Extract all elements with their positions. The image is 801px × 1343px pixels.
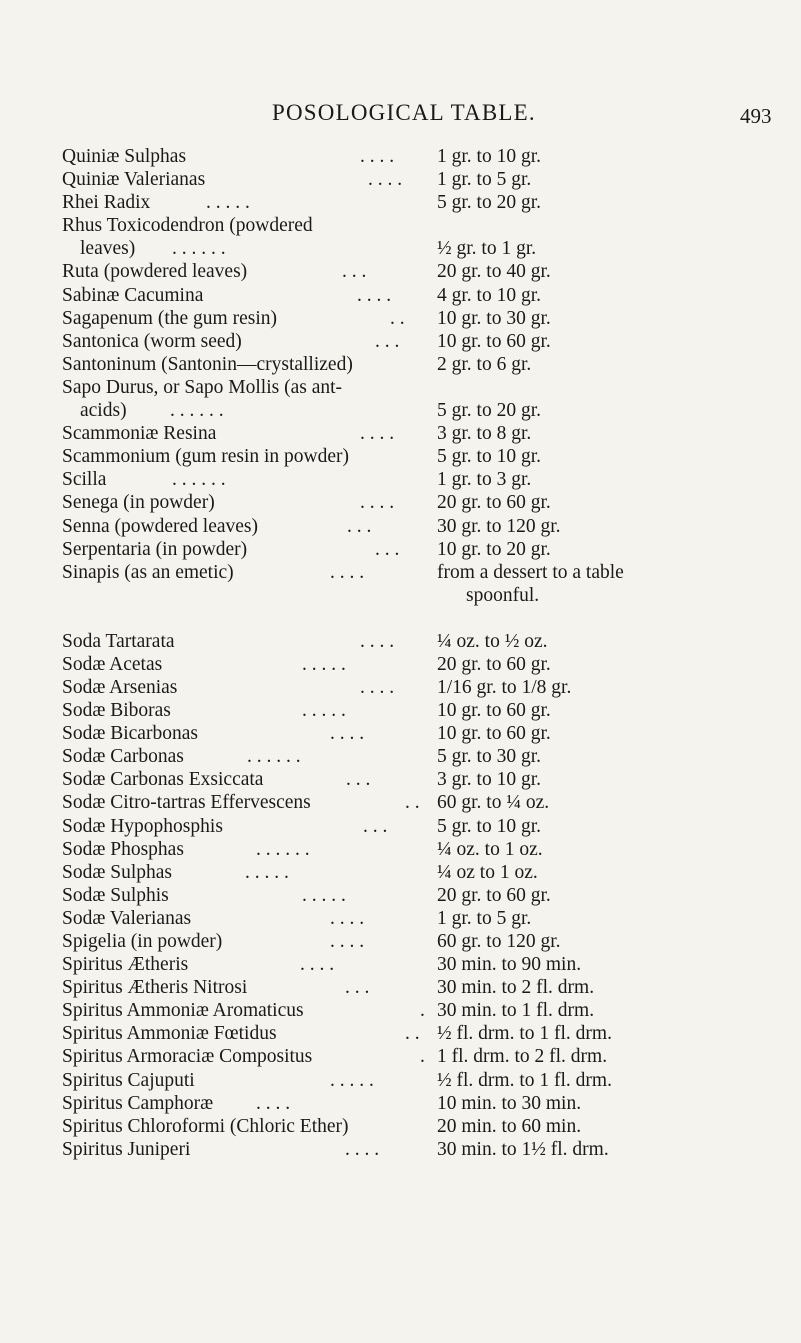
dose-continuation: spoonful. xyxy=(466,584,540,606)
dose-range: 1 gr. to 10 gr. xyxy=(437,146,542,167)
posological-table xyxy=(0,145,801,1161)
table-row xyxy=(0,260,801,283)
table-row xyxy=(0,630,801,653)
leader-dots: . . . . xyxy=(330,723,365,745)
drug-name: Sagapenum (the gum resin) xyxy=(62,307,277,329)
leader-dots: . . . . . . xyxy=(172,238,226,260)
drug-name: Spiritus Ammoniæ Fœtidus xyxy=(62,1023,277,1045)
drug-name: Santonica (worm seed) xyxy=(62,330,242,352)
table-row xyxy=(0,861,801,884)
leader-dots: . . . . . xyxy=(302,884,346,906)
dose-range: 5 gr. to 20 gr. xyxy=(437,192,542,214)
drug-name: Rhei Radix xyxy=(62,192,151,214)
leader-dots: . . . . xyxy=(300,954,335,976)
dose-range: 20 gr. to 40 gr. xyxy=(437,261,551,283)
leader-dots: . . xyxy=(390,307,405,329)
leader-dots: . . . . xyxy=(357,284,392,306)
dose-range: 20 gr. to 60 gr. xyxy=(437,653,551,675)
dose-range: 10 gr. to 20 gr. xyxy=(437,538,551,560)
drug-name: Scammonium (gum resin in powder) xyxy=(62,446,350,468)
drug-name: Spiritus Camphoræ xyxy=(62,1092,214,1114)
leader-dots: . . . . xyxy=(330,561,365,583)
dose-range: 5 gr. to 10 gr. xyxy=(437,815,542,837)
dose-range: 10 min. to 30 min. xyxy=(437,1092,582,1114)
drug-name: Sodæ Valerianas xyxy=(62,907,192,929)
table-row xyxy=(0,676,801,699)
drug-name: Sodæ Acetas xyxy=(62,653,163,675)
leader-dots: . . . . . xyxy=(245,861,289,883)
leader-dots: . . . xyxy=(347,515,372,537)
leader-dots: . . . . . xyxy=(302,700,346,722)
drug-name: Spiritus Cajuputi xyxy=(62,1069,195,1091)
drug-name: Soda Tartarata xyxy=(62,630,175,652)
dose-range: 30 min. to 1½ fl. drm. xyxy=(437,1138,609,1160)
dose-range: 3 gr. to 8 gr. xyxy=(437,423,532,445)
drug-name: Spiritus Juniperi xyxy=(62,1138,191,1160)
table-row xyxy=(0,515,801,538)
table-row xyxy=(0,468,801,491)
drug-name: Senna (powdered leaves) xyxy=(62,515,258,537)
page-number: 493 xyxy=(740,104,772,128)
table-row xyxy=(0,791,801,814)
table-row xyxy=(0,1115,801,1138)
drug-name: Spiritus Ætheris xyxy=(62,954,189,976)
leader-dots: . . . . xyxy=(330,907,365,929)
table-row xyxy=(0,399,801,422)
drug-name: Sodæ Citro-tartras Effervescens xyxy=(62,792,311,814)
dose-range: ½ gr. to 1 gr. xyxy=(437,238,537,260)
leader-dots: . . . . xyxy=(360,676,395,698)
table-row xyxy=(0,976,801,999)
dose-range: 1 gr. to 5 gr. xyxy=(437,907,532,929)
dose-range: 1/16 gr. to 1/8 gr. xyxy=(437,676,572,698)
dose-range: 2 gr. to 6 gr. xyxy=(437,353,532,375)
leader-dots: . . . . xyxy=(368,169,403,191)
dose-range: 60 gr. to ¼ oz. xyxy=(437,792,550,814)
table-row xyxy=(0,815,801,838)
table-row xyxy=(0,699,801,722)
drug-name: Sodæ Hypophosphis xyxy=(62,815,223,837)
drug-name: leaves) xyxy=(80,238,136,260)
drug-name: Rhus Toxicodendron (powdered xyxy=(62,215,313,237)
drug-name: Scilla xyxy=(62,469,107,491)
table-row xyxy=(0,330,801,353)
leader-dots: . . . . xyxy=(330,931,365,952)
dose-range: 20 min. to 60 min. xyxy=(437,1115,582,1137)
table-row xyxy=(0,722,801,745)
table-row xyxy=(0,191,801,214)
leader-dots: . . . . . xyxy=(302,653,346,675)
leader-dots: . . . . . . xyxy=(170,400,224,422)
dose-range: 60 gr. to 120 gr. xyxy=(437,931,561,952)
table-row xyxy=(0,1069,801,1092)
dose-range: 30 gr. to 120 gr. xyxy=(437,515,561,537)
leader-dots: . . . . . . xyxy=(256,838,310,860)
table-row xyxy=(0,1045,801,1068)
dose-range: 1 gr. to 5 gr. xyxy=(437,169,532,191)
drug-name: Sodæ Biboras xyxy=(62,700,171,722)
drug-name: Sodæ Sulphis xyxy=(62,884,169,906)
drug-name: Sapo Durus, or Sapo Mollis (as ant- xyxy=(62,376,343,398)
table-row xyxy=(0,376,801,399)
leader-dots: . . . xyxy=(375,330,400,352)
drug-name: Senega (in powder) xyxy=(62,492,215,514)
table-row xyxy=(0,907,801,930)
dose-range: 5 gr. to 30 gr. xyxy=(437,746,542,768)
table-row xyxy=(0,745,801,768)
dose-range: 5 gr. to 10 gr. xyxy=(437,446,542,468)
table-row xyxy=(0,884,801,907)
table-row xyxy=(0,307,801,330)
drug-name: Sodæ Phosphas xyxy=(62,838,184,860)
dose-range: ¼ oz. to 1 oz. xyxy=(437,838,543,860)
drug-name: Sodæ Carbonas Exsiccata xyxy=(62,769,264,791)
table-row xyxy=(0,1022,801,1045)
drug-name: Sabinæ Cacumina xyxy=(62,284,204,306)
drug-name: Quiniæ Valerianas xyxy=(62,169,206,191)
drug-name: Sodæ Bicarbonas xyxy=(62,723,198,745)
table-row xyxy=(0,838,801,861)
drug-name: Santoninum (Santonin—crystallized) xyxy=(62,353,353,375)
leader-dots: . . . xyxy=(346,769,371,791)
table-row xyxy=(0,930,801,953)
dose-range: 30 min. to 1 fl. drm. xyxy=(437,1000,595,1022)
leader-dots: . . . xyxy=(375,538,400,560)
dose-range: ½ fl. drm. to 1 fl. drm. xyxy=(437,1023,612,1045)
drug-name: Sodæ Sulphas xyxy=(62,861,172,883)
dose-range: 10 gr. to 60 gr. xyxy=(437,330,551,352)
table-row xyxy=(0,237,801,260)
page-header xyxy=(0,100,801,132)
leader-dots: . . . xyxy=(345,977,370,999)
dose-range: 10 gr. to 30 gr. xyxy=(437,307,551,329)
drug-name: Sinapis (as an emetic) xyxy=(62,561,234,583)
table-row xyxy=(0,1138,801,1161)
drug-name: Spigelia (in powder) xyxy=(62,931,223,952)
leader-dots: . xyxy=(420,1000,425,1022)
table-row xyxy=(0,953,801,976)
drug-name: Spiritus Chloroformi (Chloric Ether) xyxy=(62,1115,349,1137)
dose-range: 3 gr. to 10 gr. xyxy=(437,769,542,791)
drug-name: Serpentaria (in powder) xyxy=(62,538,248,560)
table-row xyxy=(0,538,801,561)
drug-name: Spiritus Ammoniæ Aromaticus xyxy=(62,1000,304,1022)
drug-name: Quiniæ Sulphas xyxy=(62,146,187,167)
table-row xyxy=(0,561,801,584)
table-row xyxy=(0,491,801,514)
table-row xyxy=(0,584,801,630)
leader-dots: . . . xyxy=(363,815,388,837)
drug-name: Spiritus Ætheris Nitrosi xyxy=(62,977,248,999)
dose-range: ½ fl. drm. to 1 fl. drm. xyxy=(437,1069,612,1091)
dose-range: 10 gr. to 60 gr. xyxy=(437,700,551,722)
leader-dots: . . . xyxy=(342,261,367,283)
drug-name: Scammoniæ Resina xyxy=(62,423,217,445)
leader-dots: . . . . . xyxy=(206,192,250,214)
dose-range: 30 min. to 2 fl. drm. xyxy=(437,977,595,999)
dose-range: 5 gr. to 20 gr. xyxy=(437,400,542,422)
dose-range: ¼ oz. to ½ oz. xyxy=(437,630,548,652)
table-row xyxy=(0,653,801,676)
leader-dots: . . . . xyxy=(256,1092,291,1114)
drug-name: Spiritus Armoraciæ Compositus xyxy=(62,1046,313,1068)
table-row xyxy=(0,1092,801,1115)
table-row xyxy=(0,422,801,445)
table-row xyxy=(0,214,801,237)
table-row xyxy=(0,768,801,791)
running-head: POSOLOGICAL TABLE. xyxy=(272,100,536,125)
leader-dots: . . . . xyxy=(360,423,395,445)
drug-name: Ruta (powdered leaves) xyxy=(62,261,248,283)
dose-range: from a dessert to a table xyxy=(437,561,624,583)
leader-dots: . . . . . . xyxy=(172,469,226,491)
leader-dots: . . . . . . xyxy=(247,746,301,768)
table-row xyxy=(0,168,801,191)
dose-range: 1 fl. drm. to 2 fl. drm. xyxy=(437,1046,608,1068)
leader-dots: . . . . xyxy=(360,630,395,652)
dose-range: 1 gr. to 3 gr. xyxy=(437,469,532,491)
table-row xyxy=(0,999,801,1022)
dose-range: 20 gr. to 60 gr. xyxy=(437,492,551,514)
leader-dots: . . . . xyxy=(360,492,395,514)
dose-range: ¼ oz to 1 oz. xyxy=(437,861,538,883)
leader-dots: . xyxy=(420,1046,425,1068)
dose-range: 10 gr. to 60 gr. xyxy=(437,723,551,745)
table-row xyxy=(0,445,801,468)
dose-range: 20 gr. to 60 gr. xyxy=(437,884,551,906)
table-row xyxy=(0,353,801,376)
drug-name: Sodæ Arsenias xyxy=(62,676,178,698)
drug-name: Sodæ Carbonas xyxy=(62,746,184,768)
drug-name: acids) xyxy=(80,400,127,422)
leader-dots: . . . . xyxy=(360,146,395,167)
table-row xyxy=(0,145,801,168)
leader-dots: . . xyxy=(405,1023,420,1045)
leader-dots: . . . . . xyxy=(330,1069,374,1091)
leader-dots: . . . . xyxy=(345,1138,380,1160)
table-row xyxy=(0,284,801,307)
leader-dots: . . xyxy=(405,792,420,814)
dose-range: 30 min. to 90 min. xyxy=(437,954,582,976)
dose-range: 4 gr. to 10 gr. xyxy=(437,284,542,306)
